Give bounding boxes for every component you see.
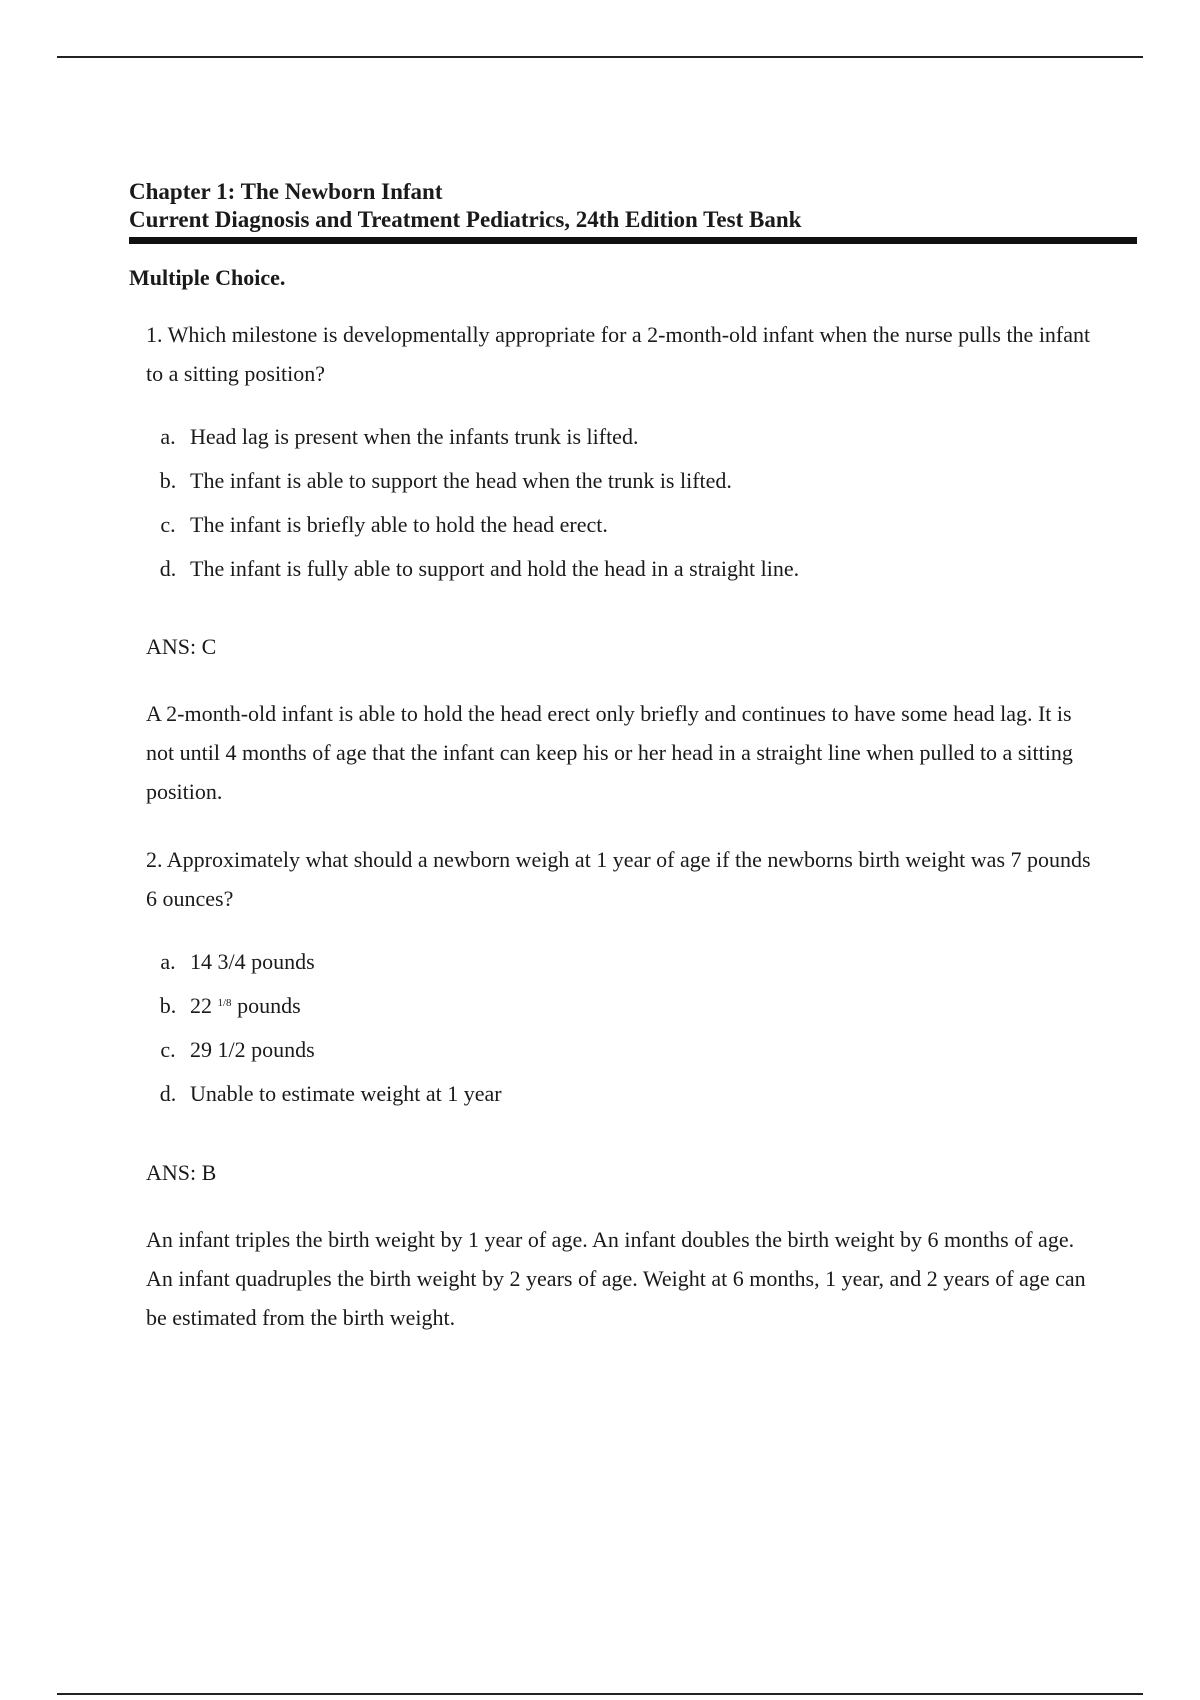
option-text: Head lag is present when the infants trunk is lifted. — [190, 424, 639, 449]
option-whole-number: 22 — [190, 993, 212, 1018]
document-heading — [129, 178, 1139, 234]
question-1-stem: 1. Which milestone is developmentally appropriate for a 2-month-old infant when the nurse pulls the infant to a sitting position? — [146, 322, 1091, 386]
question-2-options — [146, 940, 1046, 1116]
top-border-rule — [57, 56, 1143, 58]
option-fraction: 1/8 — [217, 997, 232, 1009]
option-item — [146, 459, 1046, 503]
option-letter: d. — [159, 1081, 177, 1106]
section-title: Multiple Choice. — [129, 265, 286, 290]
question-1-rationale: A 2-month-old infant is able to hold the head erect only briefly and continues to have some head lag. It is not until 4 months of age that the infant can keep his or her head in a straight line when pulled to a sitting position. — [146, 701, 1073, 804]
question-1-options — [146, 415, 1046, 591]
option-letter: c. — [160, 512, 176, 537]
option-item — [146, 547, 1046, 591]
option-text: The infant is able to support the head when the trunk is lifted. — [190, 468, 732, 493]
option-letter: b. — [159, 993, 177, 1018]
bottom-border-rule — [57, 1693, 1143, 1695]
option-letter: c. — [160, 1037, 176, 1062]
option-text: The infant is briefly able to hold the head erect. — [190, 512, 608, 537]
option-letter: a. — [160, 949, 176, 974]
question-2-answer: ANS: B — [146, 1160, 217, 1185]
option-item — [146, 503, 1046, 547]
option-text — [190, 984, 301, 1028]
option-text: 29 1/2 pounds — [190, 1037, 315, 1062]
option-letter: d. — [159, 556, 177, 581]
option-unit: pounds — [237, 993, 301, 1018]
heading-underline — [129, 237, 1137, 244]
question-1-answer: ANS: C — [146, 634, 217, 659]
option-text: Unable to estimate weight at 1 year — [190, 1081, 502, 1106]
option-item — [146, 415, 1046, 459]
question-2-stem: 2. Approximately what should a newborn weigh at 1 year of age if the newborns birth weight was 7 pounds 6 ounces? — [146, 847, 1091, 911]
option-letter: a. — [160, 424, 176, 449]
option-text: The infant is fully able to support and hold the head in a straight line. — [190, 556, 800, 581]
option-item — [146, 1072, 1046, 1116]
option-item — [146, 940, 1046, 984]
option-letter: b. — [159, 468, 177, 493]
option-text: 14 3/4 pounds — [190, 949, 315, 974]
option-item — [146, 1028, 1046, 1072]
book-title: Current Diagnosis and Treatment Pediatrics, 24th Edition Test Bank — [129, 207, 802, 232]
option-item — [146, 984, 1046, 1028]
chapter-title: Chapter 1: The Newborn Infant — [129, 179, 443, 204]
question-2-rationale: An infant triples the birth weight by 1 year of age. An infant doubles the birth weight by 6 months of age. An infant quadruples the birth weight by 2 years of age. Weight at 6 months, 1 year, and 2 years of age can be estimated from the birth weight. — [146, 1227, 1086, 1330]
